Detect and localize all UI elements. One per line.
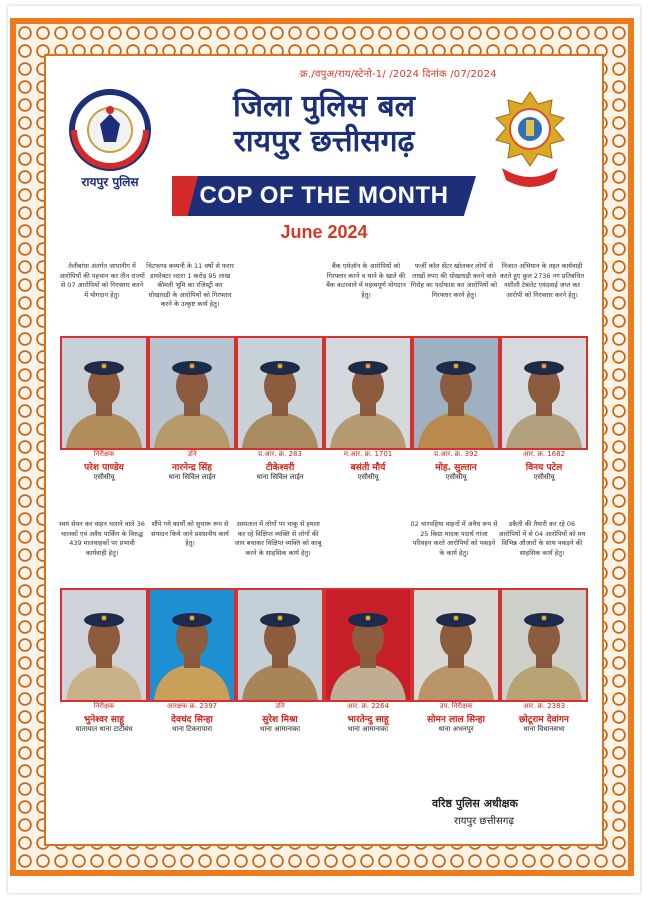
officer-achievement: तेलीबांधा अंतर्गत जापानीग में आरोपियों की पहचान कर तीन राज्यों से 07 आरोपियों को गिरफ्तार करने में योगदान हेतु। xyxy=(59,262,145,299)
officer-achievement: 02 चारपहिया वाहनों में अवैध रूप से 25 किग्रा मादक पदार्थ गांजा परिवहन करते आरोपियों को पकड़ने के कार्य हेतु। xyxy=(410,520,498,557)
officer-achievement: स्वयं सेवन कर वाहन चलाने वाले 36 चालकों एवं अवैध पार्किंग के विरुद्ध 439 मालवाहकों पर प्रभावी कार्यवाही हेतु। xyxy=(59,520,145,557)
officer-rank: उनि xyxy=(275,702,285,710)
officer-posting: एसीसीयू xyxy=(93,473,115,481)
officer-rank: आर. क्र. 2383 xyxy=(522,702,566,710)
officer-name: टीकेश्वरी xyxy=(265,463,295,473)
officer-name: भुनेश्वर साहू xyxy=(83,715,125,725)
signature-district: रायपुर छत्तीसगढ़ xyxy=(454,816,514,827)
officer-posting: थाना सिविल लाईन xyxy=(256,473,304,481)
officer-name: सुरेश मिश्रा xyxy=(262,715,298,725)
officer-posting: एसीसीयू xyxy=(445,473,467,481)
officer-name: देवचंद सिन्हा xyxy=(171,715,213,725)
officer-posting: यातायात थाना टाटीबंध xyxy=(75,725,133,733)
officer-posting: एसीसीयू xyxy=(357,473,379,481)
officer-name: भारतेन्दु साहू xyxy=(347,715,389,725)
officer-photo xyxy=(412,588,500,702)
svg-text:रायपुर पुलिस: रायपुर पुलिस xyxy=(81,175,139,189)
officer-achievement: डकैती की तैयारी कर रहे 06 आरोपियों में से 04 आरोपियों को मय विभिन्न औजारों के साथ पकड़ने की साहसिक कार्य हेतु। xyxy=(498,520,586,557)
officer-rank: प्र.आर. क्र. 392 xyxy=(434,450,478,458)
officer-photo xyxy=(148,588,236,702)
officer-name: बसंती मौर्य xyxy=(350,463,386,473)
title-line-1: जिला पुलिस बल xyxy=(233,89,415,124)
officer-posting: एसीसीयू xyxy=(533,473,555,481)
month-label: June 2024 xyxy=(280,222,368,242)
officer-rank: उनि xyxy=(187,450,197,458)
officer-photo xyxy=(60,336,148,450)
officer-name: मोह. सुल्तान xyxy=(435,463,477,473)
officer-posting: थाना आमानाका xyxy=(347,725,389,733)
officer-photo xyxy=(324,336,412,450)
officer-rank: आर. क्र. 1682 xyxy=(522,450,566,458)
officer-posting: थाना विधानसभा xyxy=(523,725,565,733)
officer-rank: उप. निरीक्षक xyxy=(439,702,473,710)
officer-photo xyxy=(324,588,412,702)
officer-photo xyxy=(236,588,324,702)
officer-name: विनय पटेल xyxy=(525,463,563,473)
officer-posting: थाना टिकरापारा xyxy=(171,725,213,733)
officer-rank: आर. क्र. 2264 xyxy=(346,702,390,710)
officer-achievement: चिटफण्ड कम्पनी के 11 वर्षो से फरार डायरेक्टर व्दारा 1 करोड़ 95 लाख कीमती भूमि का रजिस्ट्री कर धोखाधड़ी के आरोपियों को गिरफ्तार करने के उत्कृष्ट कार्य हेतु। xyxy=(146,262,234,308)
officer-rank: म.आर. क्र. 1701 xyxy=(343,450,393,458)
officer-name: नारनेन्द्र सिंह xyxy=(172,463,212,473)
officer-posting: थाना अभनपुर xyxy=(438,725,474,733)
officer-photo xyxy=(412,336,500,450)
officer-achievement: सौंपे गये कार्यों को सुचारू रूप से संपादन किये जाने प्रशंसनीय कार्य हेतु। xyxy=(151,520,229,547)
officer-photo xyxy=(148,336,236,450)
officer-achievement: निजात अभियान के तहत कार्यवाही करते हुए कुल 2736 नग प्रतिबंधित नशीली टेबलेट एवंदवाई जप्त कर आरोपी को गिरफ्तार करने हेतु। xyxy=(499,262,585,299)
officer-photo xyxy=(500,588,588,702)
officer-rank: निरीक्षक xyxy=(93,702,115,710)
officer-name: सोमन लाल सिन्हा xyxy=(427,715,485,725)
cop-of-the-month-banner: COP OF THE MONTH xyxy=(199,182,449,209)
officer-name: परेश पाण्डेय xyxy=(84,463,124,473)
officer-photo xyxy=(500,336,588,450)
signature-designation: वरिष्ठ पुलिस अधीक्षक xyxy=(432,797,518,810)
officer-rank: आरक्षक क्र. 2397 xyxy=(166,702,218,710)
officer-photo xyxy=(236,336,324,450)
officer-rank: प्र.आर. क्र. 283 xyxy=(258,450,302,458)
officer-name: छोटूराम देवांगन xyxy=(519,715,569,725)
officer-photo xyxy=(60,588,148,702)
officer-achievement: फर्जी कॉल सेंटर खोलकर लोगों से लाखों रुपए की धोखाधड़ी करने वाले गिरोह का पर्दाफाश कर आरोपियों को गिरफ्तार करने हेतु। xyxy=(410,262,498,299)
reference-number: क्र./वपुअ/राय/स्टेनो-1/ /2024 दिनांक /07/2024 xyxy=(300,69,497,80)
officer-achievement: अस्पताल में लोगों पर चाकू से हमला कर रहे विक्षिप्त व्यक्ति से लोगों की जान बचाकर विक्षिप्त व्यक्ति को काबू करने के साहसिक कार्य हेतु। xyxy=(234,520,322,557)
officer-rank: निरीक्षक xyxy=(93,450,115,458)
title-line-2: रायपुर छत्तीसगढ़ xyxy=(233,124,415,159)
officer-achievement: बैंक एमेज़ॉन के आरोपियों को गिरफ्तार करने व थाने के खाते की बैंक कटरवाने में महत्वपूर्ण योगदान हेतु। xyxy=(326,262,406,299)
officer-posting: थाना सिविल लाईन xyxy=(168,473,216,481)
officer-posting: थाना आमानाका xyxy=(259,725,301,733)
